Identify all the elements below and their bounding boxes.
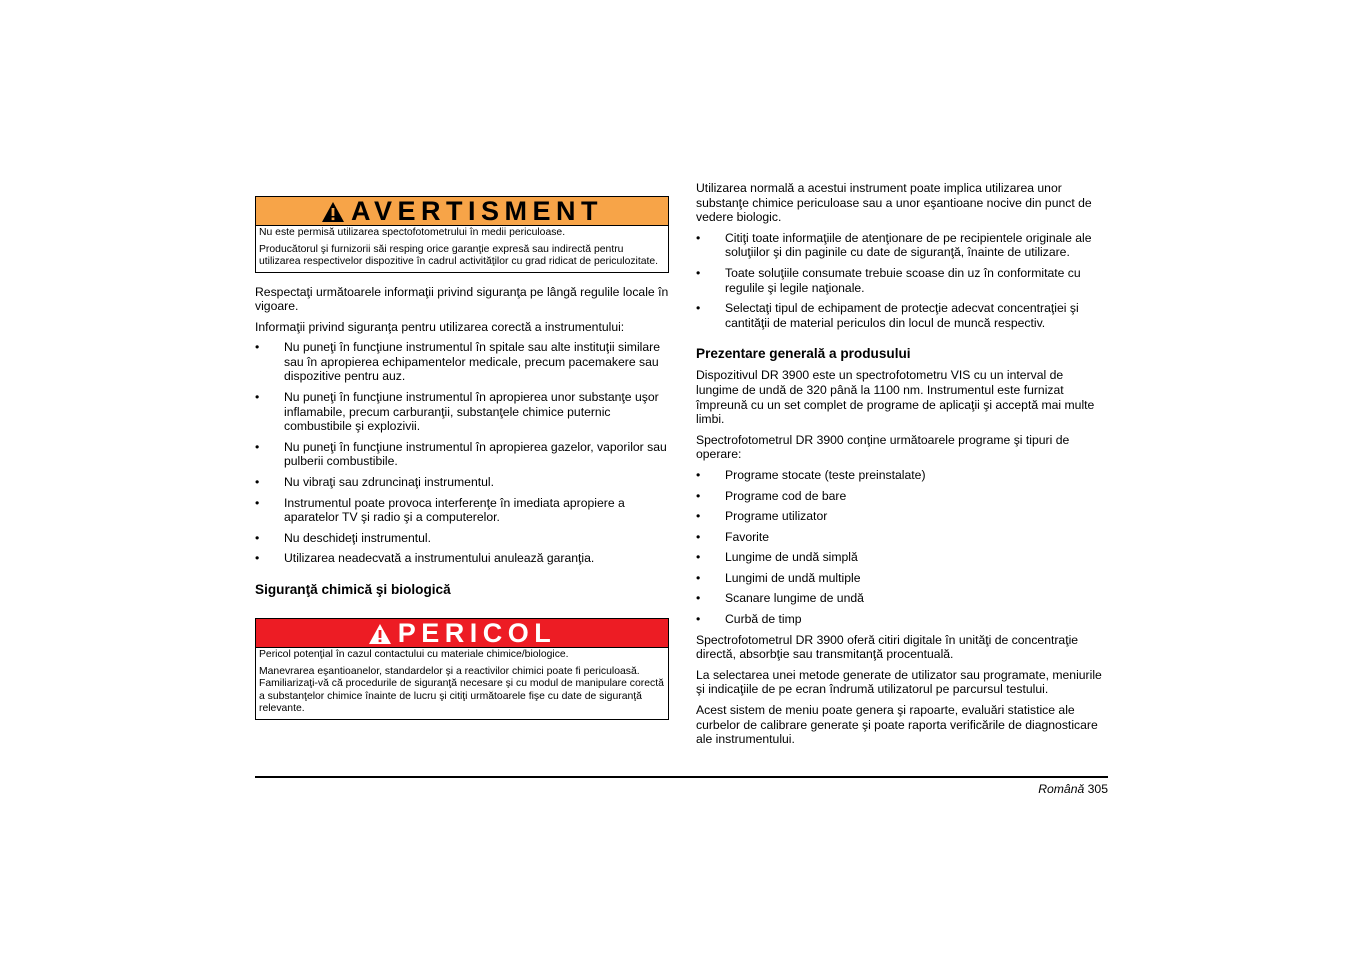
list-item: • Lungime de undă simplă	[696, 550, 858, 565]
page-number: 305	[1087, 782, 1108, 796]
warning-text: Nu este permisă utilizarea spectofotometrului în medii periculoase.	[259, 227, 566, 238]
list-item: • Nu deschideţi instrumentul.	[255, 530, 431, 545]
page-footer	[1038, 782, 1108, 796]
warning-title: AVERTISMENT	[350, 196, 603, 226]
list-item: • Toate soluţiile consumate trebuie scoase din uz în conformitate cu regulile şi legile naţionale.	[696, 265, 1081, 295]
danger-title: PERICOL	[397, 618, 557, 648]
list-item: • Programe cod de bare	[696, 488, 847, 503]
paragraph: Informaţii privind siguranţa pentru utilizarea corectă a instrumentului:	[255, 319, 625, 334]
list-item: • Programe utilizator	[696, 509, 828, 524]
danger-triangle-icon	[368, 623, 392, 645]
section-heading: Siguranţă chimică şi biologică	[255, 582, 451, 597]
danger-text: Manevrarea eşantioanelor, standardelor şi a reactivilor chimici poate fi periculoasă.	[259, 665, 640, 677]
paragraph: Spectrofotometrul DR 3900 conţine următoarele programe şi tipuri de operare:	[696, 432, 1070, 462]
left-column	[255, 181, 669, 732]
list-item: • Lungimi de undă multiple	[696, 570, 861, 585]
list-item: • Citiţi toate informaţiile de atenţionare de pe recipientele originale ale soluţiilor şi din paginile cu date de siguranţă, înainte de utilizare.	[696, 230, 1092, 260]
list-item: • Programe stocate (teste preinstalate)	[696, 467, 926, 482]
list-item: • Favorite	[696, 529, 770, 544]
danger-text: Pericol potenţial în cazul contactului cu materiale chimice/biologice.	[259, 649, 569, 660]
list-item: • Curbă de timp	[696, 612, 802, 627]
warning-triangle-icon	[321, 201, 345, 223]
right-column	[696, 181, 1108, 753]
footer-language: Română	[1038, 782, 1085, 796]
safety-bullet-list	[255, 340, 669, 566]
section-heading: Prezentare generală a produsului	[696, 346, 911, 362]
list-item: • Nu vibraţi sau zdruncinaţi instrumentul.	[255, 475, 494, 490]
paragraph: La selectarea unei metode generate de utilizator sau programate, meniurile şi indicaţiile de pe ecran îndrumă utilizatorul pe parcursul testului.	[696, 667, 1102, 697]
footer-rule	[255, 776, 1108, 778]
danger-text: Familiarizaţi-vă că procedurile de siguranţă necesare şi cu modul de manipulare corectă a substanţelor chimice înainte de lucru şi citiţi următoarele fişe cu date de siguranţă relevante.	[259, 678, 664, 714]
danger-header	[256, 619, 668, 648]
warning-text: Producătorul şi furnizorii săi resping orice garanţie expresă sau indirectă pentru utilizarea respectivelor dispozitive în cadrul activităţilor cu grad ridicat de periculozitate.	[259, 243, 659, 267]
warning-body	[256, 226, 668, 272]
paragraph: Spectrofotometrul DR 3900 oferă citiri digitale în unităţi de concentraţie directă, absorbţie sau transmitanţă procentuală.	[696, 632, 1079, 662]
danger-body	[256, 648, 668, 719]
paragraph: Utilizarea normală a acestui instrument poate implica utilizarea unor substanţe chimice periculoase sau a unor eşantioane nocive din punct de vedere biologic.	[696, 181, 1092, 225]
warning-box	[255, 196, 669, 273]
program-bullet-list	[696, 468, 1108, 627]
danger-box	[255, 618, 669, 720]
warning-header	[256, 197, 668, 226]
chem-bullet-list	[696, 231, 1108, 331]
list-item: • Nu puneţi în funcţiune instrumentul în apropierea gazelor, vaporilor sau pulberii combustibile.	[255, 439, 667, 469]
paragraph: Dispozitivul DR 3900 este un spectrofotometru VIS cu un interval de lungime de undă de 320 până la 1100 nm. Instrumentul este furnizat împreună cu un set complet de programe de aplicaţii şi acceptă mai multe limbi.	[696, 368, 1095, 427]
list-item: • Nu puneţi în funcţiune instrumentul în apropierea unor substanţe uşor inflamabile, precum carburanţii, substanţele chimice puternic combustibile şi explozivii.	[255, 390, 659, 434]
list-item: • Nu puneţi în funcţiune instrumentul în spitale sau alte instituţii similare sau în apropierea echipamentelor medicale, precum pacemakere sau dispozitive pentru auz.	[255, 340, 660, 384]
list-item: • Scanare lungime de undă	[696, 591, 864, 606]
list-item: • Selectaţi tipul de echipament de protecţie adecvat concentraţiei şi cantităţii de material periculos din locul de muncă respectiv.	[696, 301, 1079, 330]
list-item: • Instrumentul poate provoca interferenţe în imediata apropiere a aparatelor TV şi radio şi a computerelor.	[255, 495, 625, 525]
list-item: • Utilizarea neadecvată a instrumentului anulează garanţia.	[255, 551, 595, 566]
paragraph: Acest sistem de meniu poate genera şi rapoarte, evaluări statistice ale curbelor de calibrare generate şi poate raporta verificările de diagnosticare ale instrumentului.	[696, 703, 1098, 747]
paragraph: Respectaţi următoarele informaţii privind siguranţa pe lângă regulile locale în vigoare.	[255, 284, 669, 314]
